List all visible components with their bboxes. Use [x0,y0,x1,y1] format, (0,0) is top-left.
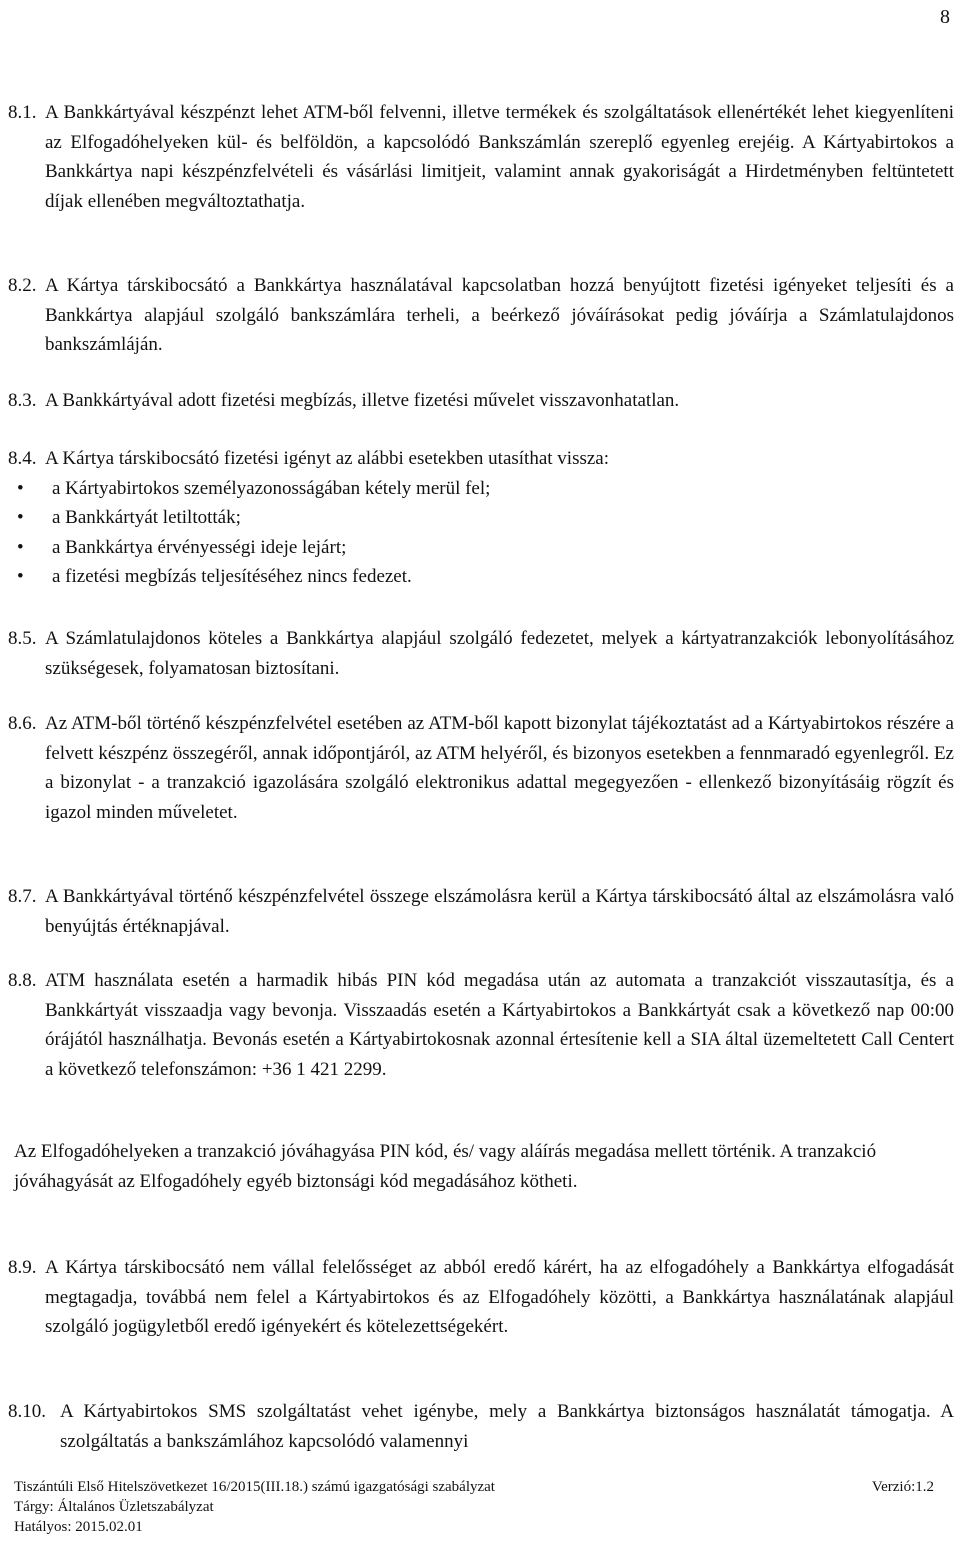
list-item: • a fizetési megbízás teljesítéséhez nincs fedezet. [17,566,412,587]
section-8-8 [8,966,954,1084]
section-number: 8.2. [8,275,37,296]
section-number: 8.5. [8,628,37,649]
section-number: 8.6. [8,713,37,734]
section-number: 8.9. [8,1257,37,1278]
section-8-9 [8,1253,954,1342]
section-8-3 [8,386,954,416]
footer-title: Tiszántúli Első Hitelszövetkezet 16/2015(III.18.) számú igazgatósági szabályzat [14,1479,495,1495]
section-text: A Számlatulajdonos köteles a Bankkártya alapjául szolgáló fedezetet, melyek a kártyatranzakciók lebonyolításához szükségesek, folyamatosan biztosítani. [45,628,954,679]
section-text: A Bankkártyával adott fizetési megbízás, illetve fizetési művelet visszavonhatatlan. [45,390,680,411]
section-8-2 [8,271,954,360]
section-number: 8.10. [8,1401,46,1422]
list-item: • a Kártyabirtokos személyazonosságában kétely merül fel; [17,477,491,499]
section-number: 8.7. [8,886,37,907]
section-number: 8.3. [8,390,37,411]
footer [14,1477,934,1537]
section-8-1 [8,98,954,216]
section-text: Az ATM-ből történő készpénzfelvétel esetében az ATM-ből kapott bizonylat tájékoztatást ad a Kártyabirtokos részére a felvett készpénz összegéről, annak időpontjáról, az ATM helyéről, és bizonyos esetekben a fennmaradó egyenlegről. Ez a bizonylat - a tranzakció igazolására szolgáló elektronikus adattal megegyezően - ellenkező bizonyításáig rögzít és igazol minden műveletet. [45,713,954,823]
section-8-4 [8,444,954,592]
section-text: A Kártya társkibocsátó fizetési igényt az alábbi esetekben utasíthat vissza: [45,448,609,469]
section-number: 8.1. [8,102,37,123]
section-8-7 [8,882,954,941]
section-8-5 [8,624,954,683]
section-8-10 [8,1397,954,1456]
pin-paragraph: Az Elfogadóhelyeken a tranzakció jóváhagyása PIN kód, és/ vagy aláírás megadása mellett történik. A tranzakció jóváhagyását az Elfogadóhely egyéb biztonsági kód megadásához kötheti. [14,1141,877,1192]
section-8-6 [8,709,954,827]
section-number: 8.8. [8,970,37,991]
section-number: 8.4. [8,448,37,469]
footer-effective-date: Hatályos: 2015.02.01 [14,1519,143,1535]
list-item: • a Bankkártyát letiltották; [17,507,241,528]
footer-subject: Tárgy: Általános Üzletszabályzat [14,1499,214,1515]
section-text: A Bankkártyával készpénzt lehet ATM-ből felvenni, illetve termékek és szolgáltatások ellenértékét lehet kiegyenlíteni az Elfogadóhelyeken kül- és belföldön, a kapcsolódó Bankszámlán szereplő egyenleg erejéig. A Kártyabirtokos a Bankkártya napi készpénzfelvételi és vásárlási limitjeit, valamint annak gyakoriságát a Hirdetményben feltüntetett díjak ellenében megváltoztathatja. [45,102,954,212]
bullet-list [8,474,954,592]
section-text: A Bankkártyával történő készpénzfelvétel összege elszámolásra kerül a Kártya társkibocsátó által az elszámolásra való benyújtás értéknapjával. [45,886,954,937]
section-text: A Kártya társkibocsátó nem vállal felelősséget az abból eredő kárért, ha az elfogadóhely a Bankkártya elfogadását megtagadja, továbbá nem felel a Kártyabirtokos és az Elfogadóhely közötti, a Bankkártya használatának alapjául szolgáló jogügyletből eredő igényekért és kötelezettségekért. [45,1257,954,1337]
section-text: A Kártyabirtokos SMS szolgáltatást vehet igénybe, mely a Bankkártya biztonságos használatát támogatja. A szolgáltatás a bankszámlához kapcsolódó valamennyi [60,1401,954,1452]
footer-version: Verzió:1.2 [871,1479,934,1495]
page-number: 8 [940,6,950,28]
list-item: • a Bankkártya érvényességi ideje lejárt; [17,536,347,558]
section-text: A Kártya társkibocsátó a Bankkártya használatával kapcsolatban hozzá benyújtott fizetési igényeket teljesíti és a Bankkártya alapjául szolgáló bankszámlára terheli, a beérkező jóváírásokat pedig jóváírja a Számlatulajdonos bankszámláján. [45,275,954,355]
section-text: ATM használata esetén a harmadik hibás PIN kód megadása után az automata a tranzakciót visszautasítja, és a Bankkártyát visszaadja vagy bevonja. Visszaadás esetén a Kártyabirtokos a Bankkártyát csak a következő nap 00:00 órájától használhatja. Bevonás esetén a Kártyabirtokosnak azonnal értesítenie kell a SIA által üzemeltetett Call Centert a következő telefonszámon: +36 1 421 2299. [45,970,954,1080]
